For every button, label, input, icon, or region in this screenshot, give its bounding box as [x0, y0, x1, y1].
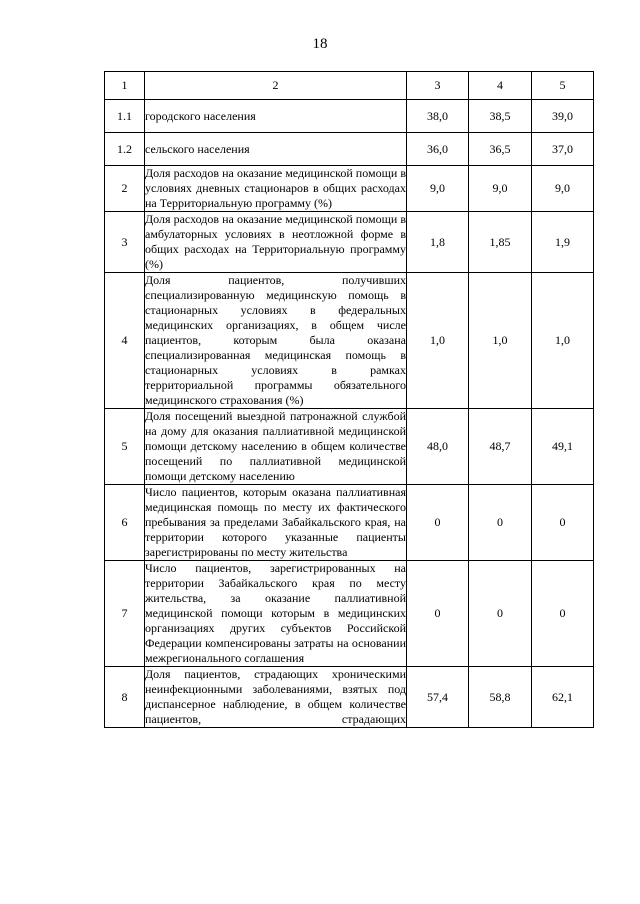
row-number: 6 — [105, 485, 145, 561]
value-col4: 38,5 — [469, 100, 532, 133]
value-col3: 38,0 — [407, 100, 469, 133]
value-col3: 48,0 — [407, 409, 469, 485]
value-col5: 1,9 — [532, 212, 594, 273]
value-col4: 58,8 — [469, 667, 532, 728]
table-row — [105, 561, 594, 667]
header-cell-3: 3 — [407, 72, 469, 100]
row-description: городского населения — [145, 100, 407, 133]
table-row — [105, 667, 594, 728]
header-cell-4: 4 — [469, 72, 532, 100]
value-col5: 49,1 — [532, 409, 594, 485]
value-col5: 39,0 — [532, 100, 594, 133]
value-col3: 9,0 — [407, 166, 469, 212]
table-row — [105, 133, 594, 166]
row-number: 8 — [105, 667, 145, 728]
value-col4: 9,0 — [469, 166, 532, 212]
table-row — [105, 100, 594, 133]
row-description: сельского населения — [145, 133, 407, 166]
value-col5: 62,1 — [532, 667, 594, 728]
value-col3: 1,8 — [407, 212, 469, 273]
table-header-row — [105, 72, 594, 100]
value-col5: 9,0 — [532, 166, 594, 212]
value-col4: 0 — [469, 561, 532, 667]
row-number: 7 — [105, 561, 145, 667]
row-number: 3 — [105, 212, 145, 273]
value-col4: 1,85 — [469, 212, 532, 273]
row-description: Доля пациентов, страдающих хроническими неинфекционными заболеваниями, взятых под диспансерное наблюдение, в общем количестве пациентов, страдающих — [145, 667, 406, 726]
page-number: 18 — [312, 36, 328, 52]
header-cell-1: 1 — [105, 72, 145, 100]
value-col3: 0 — [407, 561, 469, 667]
row-description: Число пациентов, которым оказана паллиативная медицинская помощь по месту их фактического пребывания за пределами Забайкальского края, на территории которого указанные пациенты зарегистрированы по месту жительства — [145, 485, 406, 559]
value-col3: 36,0 — [407, 133, 469, 166]
value-col4: 36,5 — [469, 133, 532, 166]
header-cell-5: 5 — [532, 72, 594, 100]
row-description: Число пациентов, зарегистрированных на территории Забайкальского края по месту жительства, за оказание паллиативной медицинской помощи которым в медицинских организациях других субъектов Российской Федерации компенсированы затраты на основании межрегионального соглашения — [145, 561, 406, 665]
row-description: Доля пациентов, получивших специализированную медицинскую помощь в стационарных условиях в федеральных медицинских организациях, в общем числе пациентов, которым была оказана специализированная медицинская помощь в стационарных условиях в рамках территориальной программы обязательного медицинского страхования (%) — [145, 273, 406, 407]
value-col3: 57,4 — [407, 667, 469, 728]
value-col4: 1,0 — [469, 273, 532, 409]
row-description: Доля расходов на оказание медицинской помощи в условиях дневных стационаров в общих расходах на Территориальную программу (%) — [145, 166, 406, 210]
row-number: 5 — [105, 409, 145, 485]
table-row — [105, 166, 594, 212]
value-col5: 0 — [532, 485, 594, 561]
row-description: Доля посещений выездной патронажной службой на дому для оказания паллиативной медицинской помощи детскому населению в общем количестве посещений по паллиативной медицинской помощи детскому населению — [145, 409, 406, 483]
row-number: 4 — [105, 273, 145, 409]
value-col4: 0 — [469, 485, 532, 561]
value-col5: 0 — [532, 561, 594, 667]
row-number: 1.2 — [105, 133, 145, 166]
indicators-table — [104, 71, 594, 728]
value-col4: 48,7 — [469, 409, 532, 485]
table-row — [105, 485, 594, 561]
value-col3: 0 — [407, 485, 469, 561]
value-col5: 1,0 — [532, 273, 594, 409]
header-cell-2: 2 — [145, 72, 407, 100]
row-number: 2 — [105, 166, 145, 212]
table-row — [105, 212, 594, 273]
value-col3: 1,0 — [407, 273, 469, 409]
row-description: Доля расходов на оказание медицинской помощи в амбулаторных условиях в неотложной форме в общих расходах на Территориальную программу (%) — [145, 212, 406, 271]
table-row — [105, 273, 594, 409]
row-number: 1.1 — [105, 100, 145, 133]
table-row — [105, 409, 594, 485]
value-col5: 37,0 — [532, 133, 594, 166]
